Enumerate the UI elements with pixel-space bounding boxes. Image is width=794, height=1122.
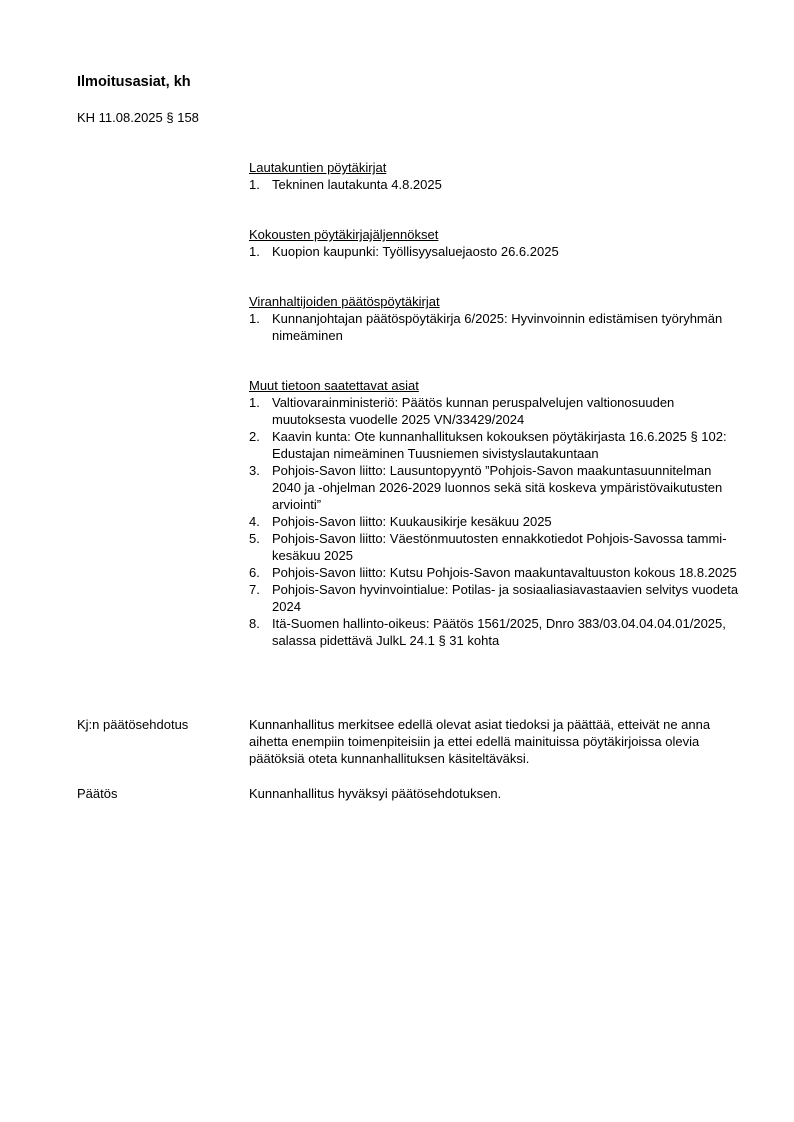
list-item: [249, 615, 739, 649]
item-number: 2.: [249, 429, 260, 444]
item-number: 1.: [249, 177, 260, 192]
item-number: 8.: [249, 616, 260, 631]
proposal-row: [77, 716, 739, 767]
item-text: Pohjois-Savon liitto: Kuukausikirje kesäkuu 2025: [272, 514, 552, 529]
item-list: [249, 243, 739, 260]
section-heading: Kokousten pöytäkirjajäljennökset: [249, 227, 439, 242]
list-item: [249, 428, 739, 462]
item-text: Pohjois-Savon liitto: Kutsu Pohjois-Savon maakuntavaltuuston kokous 18.8.2025: [272, 565, 737, 580]
item-text: Kuopion kaupunki: Työllisyysaluejaosto 26.6.2025: [272, 244, 559, 259]
list-item: [249, 243, 739, 260]
meeting-reference: KH 11.08.2025 § 158: [77, 110, 199, 125]
list-item: [249, 513, 739, 530]
list-item: [249, 564, 739, 581]
document-title: Ilmoitusasiat, kh: [77, 74, 191, 90]
section-heading: Lautakuntien pöytäkirjat: [249, 160, 387, 175]
decision-row: [77, 785, 739, 802]
item-list: [249, 310, 739, 344]
item-text: Kunnanjohtajan päätöspöytäkirja 6/2025: Hyvinvoinnin edistämisen työryhmän nimeäminen: [272, 311, 723, 343]
list-item: [249, 581, 739, 615]
item-number: 3.: [249, 463, 260, 478]
item-text: Tekninen lautakunta 4.8.2025: [272, 177, 442, 192]
section-meeting-copies: [249, 226, 739, 260]
item-list: [249, 394, 739, 649]
item-list: [249, 176, 739, 193]
item-text: Kaavin kunta: Ote kunnanhallituksen kokouksen pöytäkirjasta 16.6.2025 § 102: Edustajan nimeäminen Tuusniemen sivistyslautakuntaan: [272, 429, 727, 461]
item-number: 5.: [249, 531, 260, 546]
decision-label: Päätös: [77, 786, 118, 801]
list-item: [249, 394, 739, 428]
item-number: 1.: [249, 395, 260, 410]
item-number: 4.: [249, 514, 260, 529]
decision-text: Kunnanhallitus hyväksyi päätösehdotuksen.: [249, 786, 502, 801]
list-item: [249, 310, 739, 344]
section-heading: Viranhaltijoiden päätöspöytäkirjat: [249, 294, 440, 309]
notice-sections: [249, 159, 739, 682]
item-number: 1.: [249, 311, 260, 326]
list-item: [249, 176, 739, 193]
list-item: [249, 530, 739, 564]
item-number: 7.: [249, 582, 260, 597]
section-other-matters: [249, 377, 739, 649]
item-text: Pohjois-Savon hyvinvointialue: Potilas- ja sosiaaliasiavastaavien selvitys vuodeta 2024: [272, 582, 739, 614]
item-number: 1.: [249, 244, 260, 259]
proposal-text: Kunnanhallitus merkitsee edellä olevat asiat tiedoksi ja päättää, etteivät ne anna aihetta enempiin toimenpiteisiin ja ettei edellä mainituissa pöytäkirjoissa olevia päätöksiä oteta kunnanhallituksen käsiteltäväksi.: [249, 717, 711, 766]
section-heading: Muut tietoon saatettavat asiat: [249, 378, 419, 393]
list-item: [249, 462, 739, 513]
item-text: Pohjois-Savon liitto: Lausuntopyyntö ”Pohjois-Savon maakuntasuunnitelman 2040 ja -ohjelman 2026-2029 luonnos sekä sitä koskeva ympäristövaikutusten arviointi”: [272, 463, 723, 512]
item-number: 6.: [249, 565, 260, 580]
section-official-decisions: [249, 293, 739, 344]
section-board-minutes: [249, 159, 739, 193]
item-text: Itä-Suomen hallinto-oikeus: Päätös 1561/2025, Dnro 383/03.04.04.04.01/2025, salassa pidettävä JulkL 24.1 § 31 kohta: [272, 616, 726, 648]
item-text: Valtiovarainministeriö: Päätös kunnan peruspalvelujen valtionosuuden muutoksesta vuodelle 2025 VN/33429/2024: [272, 395, 675, 427]
proposal-label: Kj:n päätösehdotus: [77, 717, 189, 732]
item-text: Pohjois-Savon liitto: Väestönmuutosten ennakkotiedot Pohjois-Savossa tammi-kesäkuu 2025: [272, 531, 727, 563]
